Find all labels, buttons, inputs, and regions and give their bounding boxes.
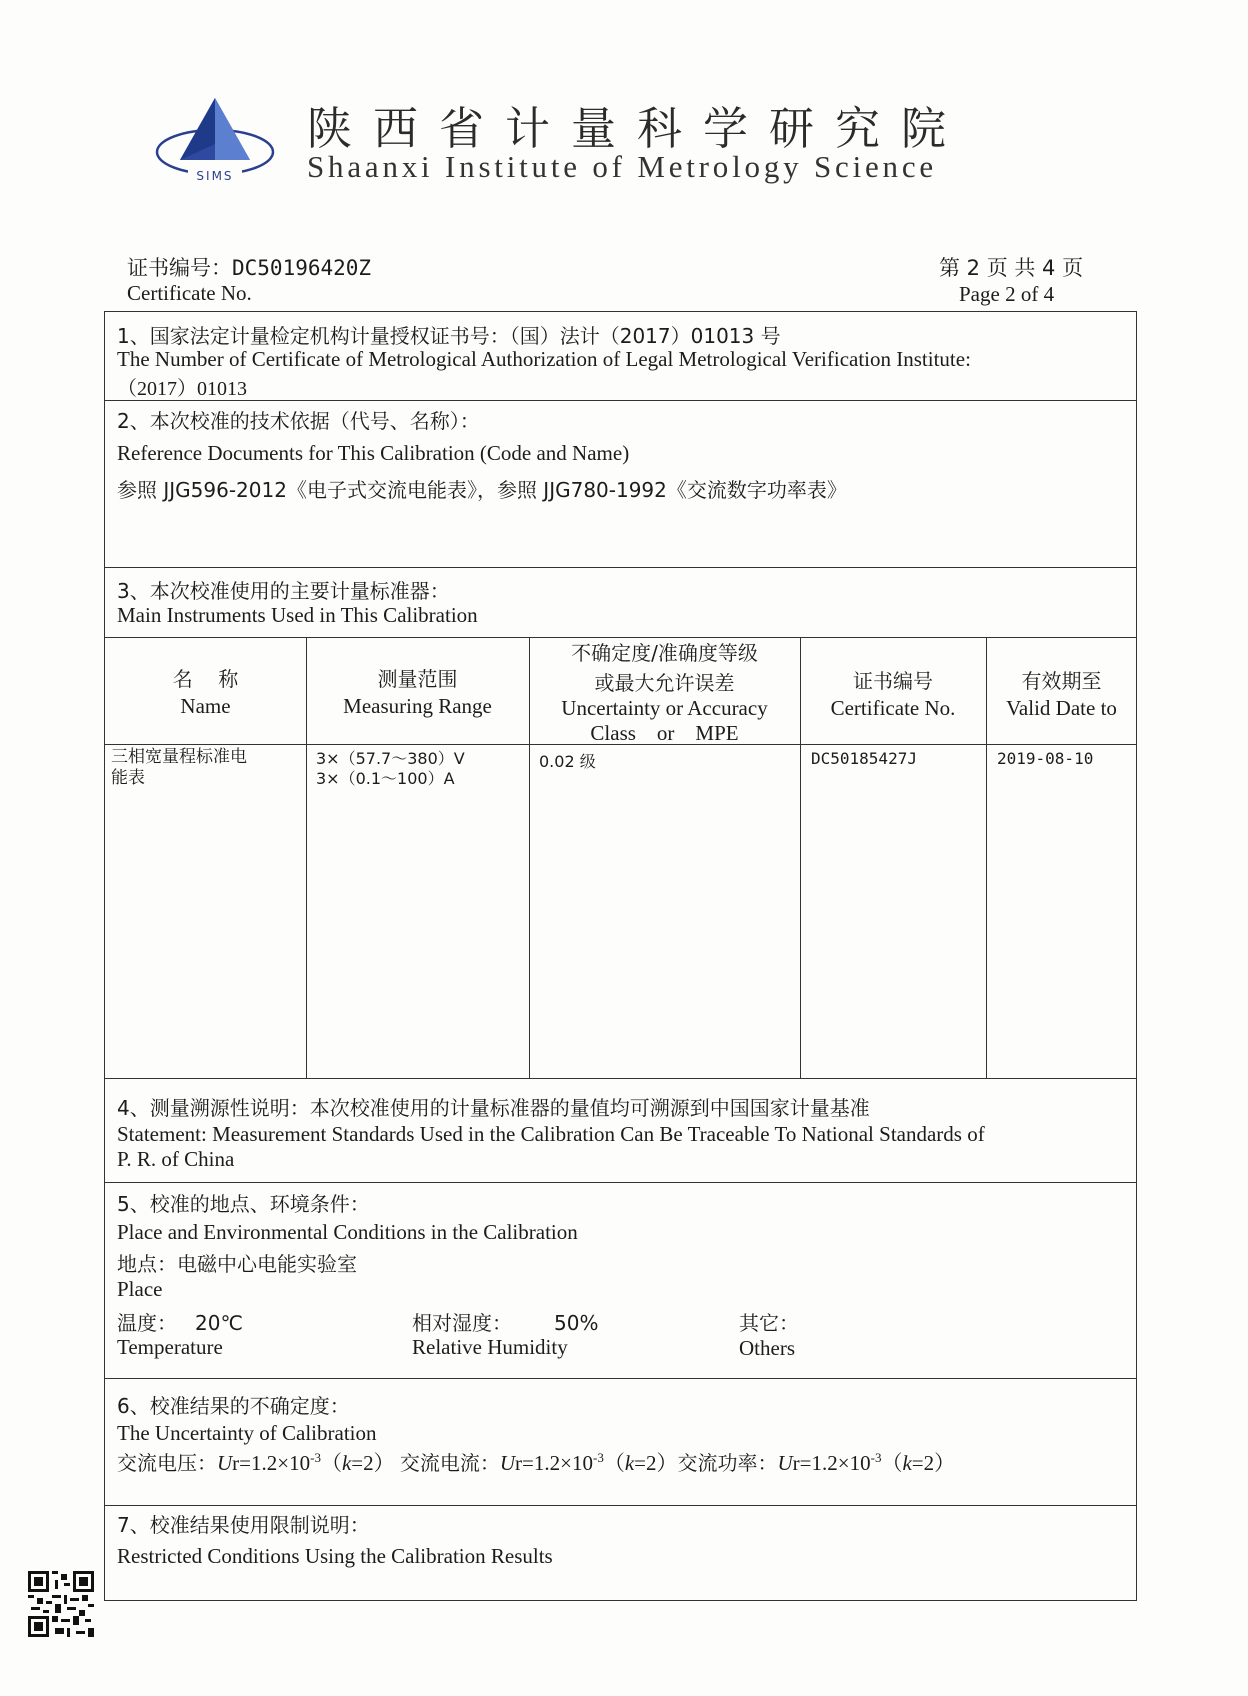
table-header-name: 名 称 Name xyxy=(172,667,239,718)
section7-title-en: Restricted Conditions Using the Calibration Results xyxy=(117,1544,553,1568)
instrument-name: 三相宽量程标准电 xyxy=(111,747,247,767)
section1-title-en: The Number of Certificate of Metrological Authorization of Legal Metrological Verification Institute: xyxy=(117,347,971,371)
certificate-number xyxy=(127,252,371,282)
section7-title-cn: 7、校准结果使用限制说明： xyxy=(117,1513,370,1537)
sims-logo xyxy=(152,94,278,190)
reference-documents: 参照 JJG596-2012《电子式交流电能表》，参照 JJG780-1992《交流数字功率表》 xyxy=(117,478,847,502)
temperature: 温度： 20℃ xyxy=(117,1311,243,1335)
section5-title-cn: 5、校准的地点、环境条件： xyxy=(117,1192,370,1216)
section6-title-cn: 6、校准结果的不确定度： xyxy=(117,1394,350,1418)
certificate-number-label: 证书编号： xyxy=(127,256,232,280)
accuracy-class: 0.02 级 xyxy=(539,752,596,771)
humidity: 相对湿度： 50% xyxy=(412,1311,599,1335)
section2-title-en: Reference Documents for This Calibration (Code and Name) xyxy=(117,441,630,465)
instrument-valid-date: 2019-08-10 xyxy=(997,749,1094,768)
section3-title-en: Main Instruments Used in This Calibration xyxy=(117,603,478,627)
table-header-range: 测量范围 Measuring Range xyxy=(343,667,492,718)
measuring-range: 3×（57.7～380）V 3×（0.1～100）A xyxy=(316,749,465,788)
section4-title-cn: 4、测量溯源性说明：本次校准使用的计量标准器的量值均可溯源到中国国家计量基准 xyxy=(117,1096,870,1120)
page-indicator-en: Page 2 of 4 xyxy=(959,282,1055,306)
certificate-frame xyxy=(104,311,1137,1601)
place-value: 地点：电磁中心电能实验室 xyxy=(117,1252,357,1276)
section6-title-en: The Uncertainty of Calibration xyxy=(117,1421,377,1445)
table-header-valid-date: 有效期至 Valid Date to xyxy=(1006,669,1117,720)
temperature-label-en: Temperature xyxy=(117,1335,223,1359)
institute-name-cn: 陕西省计量科学研究院 xyxy=(307,102,968,155)
place-label-en: Place xyxy=(117,1277,163,1301)
table-row: 三相宽量程标准电 能表 xyxy=(111,747,247,788)
qr-code xyxy=(28,1571,94,1637)
table-header-uncertainty: 不确定度/准确度等级 或最大允许误差 Uncertainty or Accuracy Class or MPE xyxy=(561,641,768,745)
instrument-cert-no: DC50185427J xyxy=(811,749,917,768)
section4-title-en: Statement: Measurement Standards Used in the Calibration Can Be Traceable To National Standards of xyxy=(117,1122,985,1146)
section3-title-cn: 3、本次校准使用的主要计量标准器： xyxy=(117,579,450,603)
others-label-cn: 其它： xyxy=(739,1311,799,1335)
section2-title-cn: 2、本次校准的技术依据（代号、名称）： xyxy=(117,409,480,433)
section5-title-en: Place and Environmental Conditions in the Calibration xyxy=(117,1220,578,1244)
page-indicator-cn: 第 2 页 共 4 页 xyxy=(939,256,1084,280)
institute-name-en: Shaanxi Institute of Metrology Science xyxy=(307,149,937,184)
certificate-number-label-en: Certificate No. xyxy=(127,281,252,305)
uncertainty-values: 交流电压：$Ur=1.2\times 10^{-3}(k=2)$ 交流电流：$Ur=1.2\times 10^{-3}(k=2)$交流功率：$Ur=1.2\times 10^{-3}(k=2)$ xyxy=(117,1450,956,1475)
humidity-label-en: Relative Humidity xyxy=(412,1335,568,1359)
humidity-value: 50% xyxy=(554,1311,599,1335)
certificate-number-value: DC50196420Z xyxy=(232,256,372,280)
section1-cert-number: （2017）01013 xyxy=(117,378,247,400)
section1-title-cn: 1、国家法定计量检定机构计量授权证书号：（国）法计（2017）01013 号 xyxy=(117,324,781,348)
table-header-cert-no: 证书编号 Certificate No. xyxy=(830,669,956,720)
others-label-en: Others xyxy=(739,1336,795,1360)
logo-text: SIMS xyxy=(196,169,234,183)
section4-title-en-2: P. R. of China xyxy=(117,1147,235,1171)
temperature-value: 20℃ xyxy=(195,1311,243,1335)
